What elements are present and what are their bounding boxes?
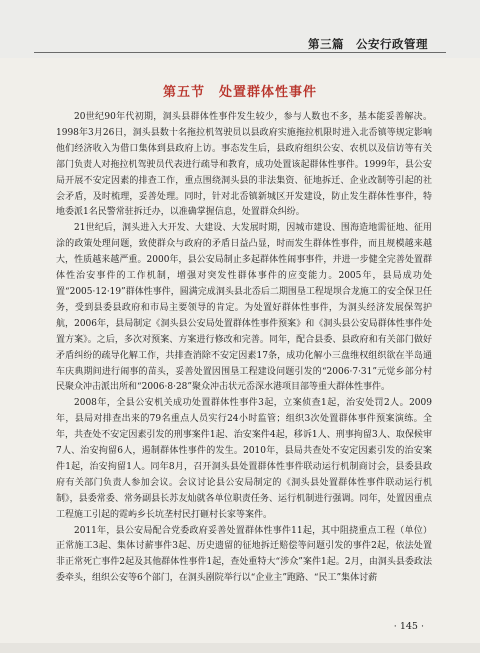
page-footer: [0, 643, 480, 653]
chapter-title: 第三篇 公安行政管理: [308, 37, 428, 51]
section-title: 第五节 处置群体性事件: [162, 85, 317, 100]
page-number: · 145 ·: [393, 621, 424, 632]
paragraph: 2008年，全县公安机关成功处置群体性事件3起，立案侦查1起，治安处罚2人。2009年，县局对排查出来的79名重点人员实行24小时监管；组织3次处置群体事件预案演练。全年，共查处不安定因素引发的刑事案件1起、治安案件4起，移诉1人、刑事拘留3人、取保候审7人、治安拘留6人，遏制群体性事件的发生。2010年，县局共查处不安定因素引发的治安案件1起，治安拘留1人。同年8月，召开洞头县处置群体性事件联动运行机制商讨会，县委县政府有关部门负责人参加会议。会议讨论县公安局制定的《洞头县处置群体性事件联动运行机制》，县委常委、常务副县长苏友灿就各单位职责任务、运行机制进行强调。同年，处置因重点工程施工引起的霓屿乡长坑垄村民打砸村长家等案件。: [56, 398, 432, 520]
page-header: [0, 0, 480, 58]
body-text: [56, 110, 432, 587]
paragraph: 2011年，县公安局配合党委政府妥善处置群体性事件11起，其中阻挠重点工程（单位）正常施工3起、集体讨薪事件3起、历史遗留的征地拆迁赔偿等问题引发的事件2起，依法处置非正常死亡事件2起及其他群体性事件1起，查处重特大“涉众”案件1起。2月，由洞头县委政法委牵头，组织公安等6个部门，在洞头剧院举行以“企业主”跑路、“民工”集体讨薪: [56, 525, 432, 584]
header-divider: [34, 52, 446, 53]
paragraph: 20世纪90年代初期，洞头县群体性事件发生较少，参与人数也不多，基本能妥善解决。1998年3月26日，洞头县数十名拖拉机驾驶员以县政府实施拖拉机限时进入北岙镇等规定影响他们经济收入为借口集体到县政府上访。事态发生后，县政府组织公安、农机以及信访等有关部门负责人对拖拉机驾驶员代表进行疏导和教育，成功处置该起群体性事件。1999年，县公安局开展不安定因素的排查工作，重点围绕洞头县的非法集资、征地拆迁、企业改制等引起的社会矛盾，及时梳理，妥善处理。同时，针对北岙镇新城区开发建设，防止发生群体性事件，特地委派1名民警常驻拆迁办，以准确掌握信息，处置群众纠纷。: [56, 112, 432, 218]
paragraph: 21世纪后，洞头进入大开发、大建设、大发展时期，因城市建设、围海造地需征地、征用涂的政策处理问题，致使群众与政府的矛盾日益凸显，时而发生群体性事件，而且规模越来越大，性质越来越严重。2000年，县公安局制止多起群体性闹事事件，并进一步健全完善处置群体性治安事件的工作机制，增强对突发性群体事件的应变能力。2005年，县局成功处置“2005·12·19”群体性事件，圆满完成洞头县北岙后二期围垦工程堤坝合龙施工的安全保卫任务，受到县委县政府和市局主要领导的肯定。为处置好群体性事件，为洞头经济发展保驾护航，2006年，县局制定《洞头县公安局处置群体性事件预案》和《洞头县公安局群体性事件处置方案》。之后，多次对预案、方案进行修改和完善。同年，配合县委、县政府和有关部门做好矛盾纠纷的疏导化解工作，共排查消除不安定因素17条，成功化解小三盘维权组织欲在半岛通车庆典期间进行闹事的苗头，妥善处置因围垦工程建设问题引发的“2006·7·31”元觉乡部分村民聚众冲击派出所和“2006·8·28”聚众冲击状元岙深水港项目部等重大群体性事件。: [56, 223, 432, 393]
